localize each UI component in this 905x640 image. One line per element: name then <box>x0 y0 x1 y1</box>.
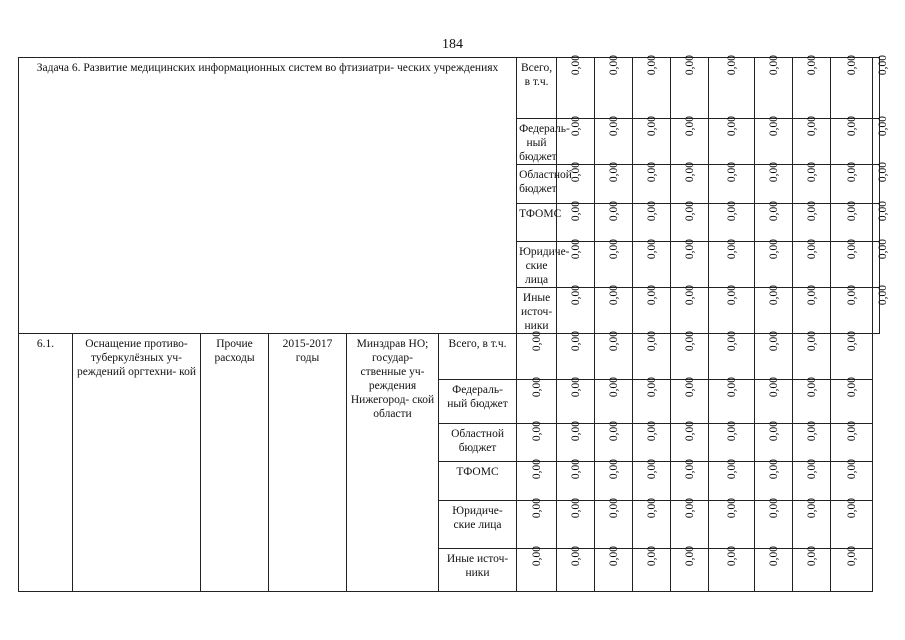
value-cell <box>709 497 755 549</box>
value-cell <box>517 458 557 501</box>
value-text: 0,00 <box>569 458 582 480</box>
value-text: 0,00 <box>845 420 858 442</box>
value-text: 0,00 <box>683 545 696 567</box>
value-text: 0,00 <box>805 458 818 480</box>
value-text: 0,00 <box>530 330 543 352</box>
value-text: 0,00 <box>805 284 818 306</box>
value-text: 0,00 <box>767 54 780 76</box>
value-text: 0,00 <box>683 238 696 260</box>
value-cell <box>755 330 793 380</box>
value-text: 0,00 <box>767 376 780 398</box>
value-cell <box>831 497 873 549</box>
value-cell <box>671 497 709 549</box>
value-text: 0,00 <box>645 284 658 306</box>
value-cell <box>831 200 873 242</box>
value-text: 0,00 <box>725 497 738 519</box>
value-cell <box>517 420 557 462</box>
funding-source-label: Областной бюджет <box>439 424 517 462</box>
value-text: 0,00 <box>845 238 858 260</box>
value-cell <box>595 420 633 462</box>
value-text: 0,00 <box>877 238 890 260</box>
value-text: 0,00 <box>767 200 780 222</box>
value-text: 0,00 <box>645 458 658 480</box>
value-text: 0,00 <box>767 238 780 260</box>
value-text: 0,00 <box>569 284 582 306</box>
value-text: 0,00 <box>607 420 620 442</box>
value-cell <box>633 458 671 501</box>
value-text: 0,00 <box>725 115 738 137</box>
value-text: 0,00 <box>607 115 620 137</box>
value-text: 0,00 <box>725 54 738 76</box>
value-text: 0,00 <box>845 545 858 567</box>
value-cell <box>793 330 831 380</box>
value-cell <box>709 458 755 501</box>
value-cell <box>709 420 755 462</box>
value-text: 0,00 <box>607 161 620 183</box>
item-executor: Минздрав НО; государ- ственные уч- реждения Нижегород- ской области <box>347 334 439 592</box>
value-cell <box>793 497 831 549</box>
value-cell <box>595 330 633 380</box>
value-cell <box>671 330 709 380</box>
value-cell <box>671 161 709 204</box>
value-text: 0,00 <box>805 161 818 183</box>
funding-source-label: Иные источ- ники <box>439 549 517 592</box>
value-text: 0,00 <box>645 420 658 442</box>
value-text: 0,00 <box>569 54 582 76</box>
value-text: 0,00 <box>607 54 620 76</box>
value-text: 0,00 <box>845 200 858 222</box>
value-cell <box>831 376 873 424</box>
value-text: 0,00 <box>805 238 818 260</box>
funding-source-label: Иные источ- ники <box>517 288 557 334</box>
value-text: 0,00 <box>530 458 543 480</box>
item-period: 2015-2017 годы <box>269 334 347 592</box>
funding-source-label: ТФОМС <box>439 462 517 501</box>
value-cell <box>633 200 671 242</box>
value-cell <box>671 284 709 334</box>
value-cell <box>755 161 793 204</box>
value-cell <box>793 200 831 242</box>
value-cell <box>595 200 633 242</box>
value-text: 0,00 <box>725 284 738 306</box>
value-cell <box>709 161 755 204</box>
value-cell <box>873 200 890 242</box>
value-text: 0,00 <box>767 545 780 567</box>
value-text: 0,00 <box>767 420 780 442</box>
value-text: 0,00 <box>645 115 658 137</box>
value-text: 0,00 <box>607 200 620 222</box>
value-text: 0,00 <box>645 497 658 519</box>
funding-source-label: Всего, в т.ч. <box>517 58 557 119</box>
value-text: 0,00 <box>767 330 780 352</box>
value-cell <box>709 284 755 334</box>
funding-source-label: Областной бюджет <box>517 165 557 204</box>
funding-table <box>18 54 890 592</box>
value-text: 0,00 <box>845 458 858 480</box>
value-cell <box>709 115 755 165</box>
value-text: 0,00 <box>805 545 818 567</box>
value-cell <box>633 161 671 204</box>
page-number: 184 <box>442 37 463 52</box>
value-text: 0,00 <box>607 545 620 567</box>
item-number: 6.1. <box>19 334 73 592</box>
value-cell <box>671 376 709 424</box>
value-cell <box>755 376 793 424</box>
task-row <box>19 58 880 119</box>
value-text: 0,00 <box>530 497 543 519</box>
value-text: 0,00 <box>845 330 858 352</box>
value-cell <box>709 545 755 592</box>
value-text: 0,00 <box>725 330 738 352</box>
value-cell <box>755 497 793 549</box>
value-cell <box>633 115 671 165</box>
value-cell <box>793 420 831 462</box>
value-cell <box>633 545 671 592</box>
value-cell <box>831 458 873 501</box>
value-text: 0,00 <box>725 200 738 222</box>
value-text: 0,00 <box>683 115 696 137</box>
value-cell <box>671 420 709 462</box>
value-cell <box>517 545 557 592</box>
value-cell <box>831 545 873 592</box>
value-cell <box>557 545 595 592</box>
value-text: 0,00 <box>645 330 658 352</box>
value-cell <box>755 545 793 592</box>
value-text: 0,00 <box>767 115 780 137</box>
value-text: 0,00 <box>683 161 696 183</box>
value-cell <box>831 330 873 380</box>
value-text: 0,00 <box>767 458 780 480</box>
value-cell <box>755 420 793 462</box>
value-text: 0,00 <box>767 284 780 306</box>
value-cell <box>831 115 873 165</box>
value-text: 0,00 <box>805 376 818 398</box>
value-cell <box>793 545 831 592</box>
value-text: 0,00 <box>725 238 738 260</box>
value-cell <box>633 238 671 288</box>
value-text: 0,00 <box>607 284 620 306</box>
value-text: 0,00 <box>683 330 696 352</box>
value-text: 0,00 <box>767 161 780 183</box>
value-text: 0,00 <box>725 376 738 398</box>
value-cell <box>595 54 633 119</box>
item-name: Оснащение противо- туберкулёзных уч- реждений оргтехни- кой <box>73 334 201 592</box>
value-cell <box>793 458 831 501</box>
value-text: 0,00 <box>725 161 738 183</box>
value-text: 0,00 <box>569 545 582 567</box>
value-cell <box>793 161 831 204</box>
value-cell <box>595 497 633 549</box>
value-cell <box>671 115 709 165</box>
value-text: 0,00 <box>683 284 696 306</box>
value-cell <box>873 238 890 288</box>
value-cell <box>517 330 557 380</box>
value-text: 0,00 <box>805 330 818 352</box>
value-text: 0,00 <box>805 420 818 442</box>
funding-source-label: ТФОМС <box>517 204 557 242</box>
value-cell <box>557 420 595 462</box>
value-text: 0,00 <box>845 54 858 76</box>
value-cell <box>793 376 831 424</box>
value-text: 0,00 <box>569 200 582 222</box>
value-text: 0,00 <box>530 420 543 442</box>
value-cell <box>633 497 671 549</box>
value-text: 0,00 <box>569 161 582 183</box>
value-cell <box>793 54 831 119</box>
value-cell <box>595 238 633 288</box>
value-cell <box>517 497 557 549</box>
funding-source-label: Юридиче- ские лица <box>517 242 557 288</box>
value-cell <box>873 161 890 204</box>
value-cell <box>793 115 831 165</box>
value-text: 0,00 <box>683 420 696 442</box>
value-text: 0,00 <box>845 284 858 306</box>
value-cell <box>671 200 709 242</box>
value-text: 0,00 <box>877 115 890 137</box>
value-text: 0,00 <box>683 458 696 480</box>
item-row <box>19 334 880 380</box>
funding-source-label: Федераль- ный бюджет <box>517 119 557 165</box>
value-cell <box>595 161 633 204</box>
value-cell <box>793 238 831 288</box>
value-text: 0,00 <box>645 545 658 567</box>
value-text: 0,00 <box>607 376 620 398</box>
value-text: 0,00 <box>607 330 620 352</box>
value-text: 0,00 <box>805 200 818 222</box>
value-cell <box>709 238 755 288</box>
value-text: 0,00 <box>645 200 658 222</box>
value-text: 0,00 <box>645 161 658 183</box>
value-cell <box>873 54 890 119</box>
item-expense-type: Прочие расходы <box>201 334 269 592</box>
value-text: 0,00 <box>607 238 620 260</box>
value-text: 0,00 <box>725 420 738 442</box>
value-text: 0,00 <box>607 458 620 480</box>
value-cell <box>671 54 709 119</box>
value-text: 0,00 <box>725 458 738 480</box>
value-text: 0,00 <box>569 238 582 260</box>
value-cell <box>633 420 671 462</box>
value-text: 0,00 <box>530 376 543 398</box>
value-text: 0,00 <box>877 54 890 76</box>
funding-source-label: Федераль- ный бюджет <box>439 380 517 424</box>
value-text: 0,00 <box>805 115 818 137</box>
task-title: Задача 6. Развитие медицинских информационных систем во фтизиатри- ческих учреждениях <box>19 58 517 334</box>
value-cell <box>633 330 671 380</box>
value-cell <box>873 284 890 334</box>
value-cell <box>709 54 755 119</box>
value-text: 0,00 <box>877 284 890 306</box>
value-cell <box>595 284 633 334</box>
value-text: 0,00 <box>845 115 858 137</box>
value-cell <box>633 376 671 424</box>
value-cell <box>755 238 793 288</box>
value-cell <box>831 54 873 119</box>
value-text: 0,00 <box>569 376 582 398</box>
value-cell <box>831 238 873 288</box>
value-cell <box>831 420 873 462</box>
value-cell <box>755 115 793 165</box>
value-text: 0,00 <box>569 330 582 352</box>
value-text: 0,00 <box>569 115 582 137</box>
value-text: 0,00 <box>877 200 890 222</box>
value-text: 0,00 <box>805 54 818 76</box>
value-cell <box>595 115 633 165</box>
value-cell <box>557 200 595 242</box>
value-text: 0,00 <box>725 545 738 567</box>
value-cell <box>831 161 873 204</box>
value-text: 0,00 <box>877 161 890 183</box>
value-cell <box>709 376 755 424</box>
value-text: 0,00 <box>569 497 582 519</box>
value-cell <box>633 284 671 334</box>
funding-source-label: Юридиче- ские лица <box>439 501 517 549</box>
value-text: 0,00 <box>569 420 582 442</box>
value-cell <box>755 284 793 334</box>
value-cell <box>557 54 595 119</box>
value-text: 0,00 <box>683 200 696 222</box>
value-text: 0,00 <box>645 376 658 398</box>
value-cell <box>595 545 633 592</box>
value-cell <box>709 330 755 380</box>
value-cell <box>557 376 595 424</box>
value-cell <box>517 376 557 424</box>
value-text: 0,00 <box>683 376 696 398</box>
value-text: 0,00 <box>645 54 658 76</box>
value-cell <box>755 54 793 119</box>
value-text: 0,00 <box>767 497 780 519</box>
value-cell <box>755 458 793 501</box>
value-text: 0,00 <box>845 376 858 398</box>
value-text: 0,00 <box>845 497 858 519</box>
funding-source-label: Всего, в т.ч. <box>439 334 517 380</box>
value-text: 0,00 <box>683 54 696 76</box>
value-text: 0,00 <box>607 497 620 519</box>
value-cell <box>557 497 595 549</box>
value-cell <box>671 458 709 501</box>
value-cell <box>633 54 671 119</box>
value-text: 0,00 <box>530 545 543 567</box>
value-cell <box>873 115 890 165</box>
value-cell <box>793 284 831 334</box>
value-text: 0,00 <box>845 161 858 183</box>
value-cell <box>595 376 633 424</box>
value-cell <box>755 200 793 242</box>
value-text: 0,00 <box>683 497 696 519</box>
value-cell <box>595 458 633 501</box>
value-cell <box>557 458 595 501</box>
value-cell <box>557 330 595 380</box>
value-text: 0,00 <box>805 497 818 519</box>
value-text: 0,00 <box>645 238 658 260</box>
value-cell <box>831 284 873 334</box>
value-cell <box>671 238 709 288</box>
value-cell <box>557 284 595 334</box>
value-cell <box>709 200 755 242</box>
value-cell <box>671 545 709 592</box>
